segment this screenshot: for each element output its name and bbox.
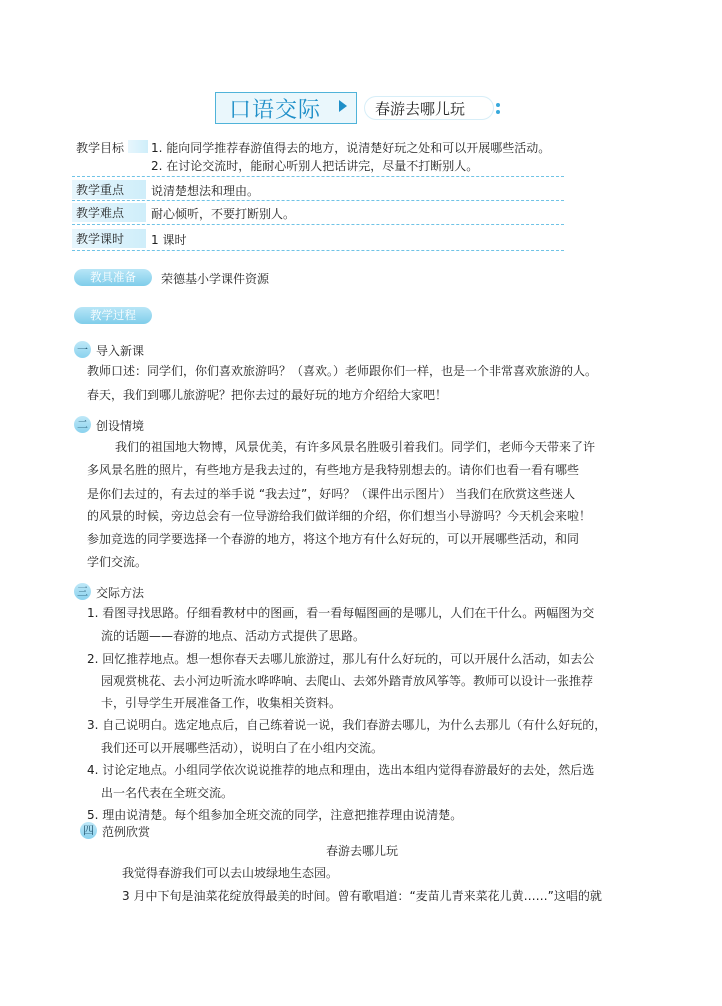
section-title: 导入新课 xyxy=(96,344,145,358)
section-number: 一 xyxy=(74,341,91,358)
key-label: 教学重点 xyxy=(72,180,146,199)
key-text: 说清楚想法和理由。 xyxy=(151,184,260,198)
method-line: 卡，引导学生开展准备工作，收集相关资料。 xyxy=(101,696,342,710)
prep-text: 荣德基小学课件资源 xyxy=(161,272,270,286)
essay-line: 我觉得春游我们可以去山坡绿地生态园。 xyxy=(122,866,339,880)
section-number: 三 xyxy=(74,583,91,600)
method-line: 园观赏桃花、去小河边听流水哗哗响、去爬山、去郊外踏青放风筝等。教师可以设计一张推荐 xyxy=(101,674,594,688)
title-subtitle: 春游去哪儿玩 xyxy=(375,100,466,118)
paragraph-line: 是你们去过的，有去过的举手说 “我去过”，好吗？（课件出示图片） 当我们在欣赏这些迷人 xyxy=(87,487,576,501)
divider xyxy=(72,250,564,251)
method-line: 我们还可以开展哪些活动），说明白了在小组内交流。 xyxy=(101,741,384,755)
essay-title: 春游去哪儿玩 xyxy=(326,844,399,858)
section-number: 二 xyxy=(74,416,91,433)
section-title: 创设情境 xyxy=(96,419,145,433)
paragraph-line: 春天，我们到哪儿旅游呢？把你去过的最好玩的地方介绍给大家吧！ xyxy=(87,388,448,402)
goal-1: 1. 能向同学推荐春游值得去的地方，说清楚好玩之处和可以开展哪些活动。 xyxy=(151,141,551,155)
paragraph-line: 参加竞选的同学要选择一个春游的地方，将这个地方有什么好玩的，可以开展哪些活动，和同 xyxy=(87,532,580,546)
method-line: 5. 理由说清楚。每个组参加全班交流的同学，注意把推荐理由说清楚。 xyxy=(87,808,463,822)
paragraph-line: 教师口述：同学们，你们喜欢旅游吗？（喜欢。）老师跟你们一样，也是一个非常喜欢旅游的人。 xyxy=(87,364,598,378)
divider xyxy=(72,224,564,225)
paragraph-line: 多风景名胜的照片，有些地方是我去过的，有些地方是我特别想去的。请你们也看一看有哪些 xyxy=(87,463,580,477)
difficulty-label: 教学难点 xyxy=(72,203,146,222)
method-line: 2. 回忆推荐地点。想一想你春天去哪儿旅游过，那儿有什么好玩的，可以开展什么活动，如去公 xyxy=(87,652,595,666)
section-title: 范例欣赏 xyxy=(102,825,151,839)
divider xyxy=(72,200,564,201)
goal-label: 教学目标 xyxy=(76,141,125,155)
divider xyxy=(72,176,564,177)
paragraph-line: 学们交流。 xyxy=(87,555,148,569)
lesson-title-banner xyxy=(215,92,505,124)
method-line: 流的话题——春游的地点、活动方式提供了思路。 xyxy=(101,629,366,643)
title-main: 口语交际 xyxy=(229,98,322,123)
method-line: 4. 讨论定地点。小组同学依次说说推荐的地点和理由，选出本组内觉得春游最好的去处，然后选 xyxy=(87,763,595,777)
paragraph-line: 我们的祖国地大物博，风景优美，有许多风景名胜吸引着我们。同学们，老师今天带来了许 xyxy=(115,440,596,454)
section-title: 交际方法 xyxy=(96,586,145,600)
prep-pill: 教具准备 xyxy=(74,269,152,286)
hours-label: 教学课时 xyxy=(72,229,146,248)
label-bar xyxy=(128,140,148,153)
section-number: 四 xyxy=(80,822,97,839)
difficulty-text: 耐心倾听，不要打断别人。 xyxy=(151,207,296,221)
process-pill: 教学过程 xyxy=(74,307,152,324)
method-line: 1. 看图寻找思路。仔细看教材中的图画，看一看每幅图画的是哪儿，人们在干什么。两幅图为交 xyxy=(87,606,595,620)
essay-line: 3 月中下旬是油菜花绽放得最美的时间。曾有歌唱道：“麦苗儿青来菜花儿黄……”这唱的就 xyxy=(122,889,602,903)
hours-text: 1 课时 xyxy=(151,233,187,247)
paragraph-line: 的风景的时候，旁边总会有一位导游给我们做详细的介绍，你们想当小导游吗？今天机会来啦！ xyxy=(87,509,592,523)
play-arrow-icon xyxy=(339,100,347,112)
goal-2: 2. 在讨论交流时，能耐心听别人把话讲完，尽量不打断别人。 xyxy=(151,159,479,173)
method-line: 3. 自己说明白。选定地点后，自己练着说一说，我们春游去哪儿，为什么去那儿（有什么好玩的， xyxy=(87,718,607,732)
dots-icon xyxy=(496,103,500,117)
method-line: 出一名代表在全班交流。 xyxy=(101,786,234,800)
